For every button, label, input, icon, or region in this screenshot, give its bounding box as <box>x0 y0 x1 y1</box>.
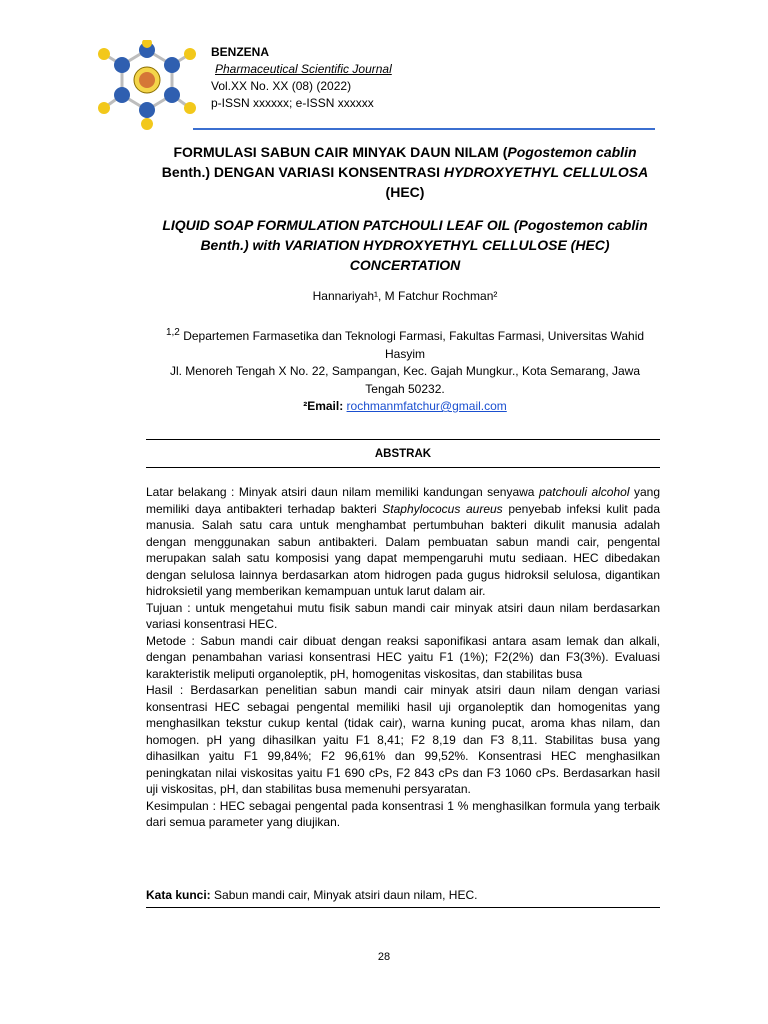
abstract-heading: ABSTRAK <box>374 448 432 460</box>
journal-volume: Vol.XX No. XX (08) (2022) <box>211 79 352 93</box>
abstract-objective: Tujuan : untuk mengetahui mutu fisik sabun mandi cair minyak atsiri daun nilam berdasarkan variasi konsentrasi HEC. <box>146 600 660 631</box>
abstract-italic: patchouli alcohol <box>538 485 630 499</box>
affiliation-dept: Departemen Farmasetika dan Teknologi Farmasi, Fakultas Farmasi, Universitas Wahid Hasyim <box>179 329 645 361</box>
title-text: (HEC) <box>385 184 425 200</box>
affiliation-sup: 1,2 <box>165 327 180 338</box>
authors: Hannariyah¹, M Fatchur Rochman² <box>312 289 498 303</box>
abstract-method: Metode : Sabun mandi cair dibuat dengan reaksi saponifikasi antara asam lemak dan alkali, dengan penambahan variasi konsentrasi HEC yaitu F1 (1%); F2(2%) dan F3(3%). Evaluasi karakteristik meliputi organoleptik, pH, homogenitas viskositas, dan stabilitas busa <box>146 633 660 681</box>
title-italic-species: Pogostemon cablin <box>507 144 637 160</box>
abstract-background <box>146 484 660 600</box>
abstract-results: Hasil : Berdasarkan penelitian sabun mandi cair minyak atsiri daun nilam dengan variasi konsentrasi HEC sebagai pengental memiliki hasil uji organoleptik dan homogenitas yang menghasilkan tekstur cukup kental (tidak cair), warna kuning pucat, aroma khas nilam, dan homogen. pH yang dihasilkan yaitu F1 8,41; F2 8,19 dan F3 8,11. Stabilitas busa yang dihasilkan yaitu F1 99,84%; F2 96,61% dan 99,52%. Konsentrasi HEC menghasilkan peningkatan nilai viskositas yaitu F1 690 cPs, F2 843 cPs dan F3 1060 cPs. Berdasarkan hasil uji viskositas, pH, dan stabilitas busa memenuhi persyaratan. <box>146 683 660 796</box>
title-italic-hec: HYDROXYETHYL CELLULOSA <box>443 164 649 180</box>
journal-logo <box>92 40 202 130</box>
affiliation <box>150 324 660 416</box>
abstract-rule-heading <box>146 467 660 468</box>
keywords-label: Kata kunci: <box>146 888 211 902</box>
title-english: LIQUID SOAP FORMULATION PATCHOULI LEAF OIL (Pogostemon cablin Benth.) with VARIATION HYDROXYETHYL CELLULOSE (HEC) CONCERTATION <box>162 217 648 273</box>
affiliation-address: Jl. Menoreh Tengah X No. 22, Sampangan, Kec. Gajah Mungkur., Kota Semarang, Jawa Tengah 50232. <box>169 364 641 396</box>
journal-name: BENZENA <box>211 45 270 59</box>
abstract-text: Latar belakang : Minyak atsiri daun nilam memiliki kandungan senyawa <box>146 485 539 499</box>
abstract-italic: Staphylococus aureus <box>382 501 503 516</box>
abstract-rule-top <box>146 439 660 440</box>
journal-subtitle: Pharmaceutical Scientific Journal <box>215 62 392 76</box>
email-label: ²Email: <box>303 399 347 413</box>
journal-info <box>211 44 392 112</box>
abstract-rule-bottom <box>146 907 660 908</box>
keywords-text: Sabun mandi cair, Minyak atsiri daun nilam, HEC. <box>210 888 478 902</box>
journal-issn: p-ISSN xxxxxx; e-ISSN xxxxxx <box>211 96 374 110</box>
abstract-body <box>146 484 660 831</box>
header-rule <box>193 128 655 130</box>
title-indonesian <box>150 142 660 202</box>
keywords <box>146 888 660 902</box>
abstract-text: penyebab infeksi kulit pada manusia. Salah satu cara untuk menghambat pertumbuhan bakteri dikulit manusia adalah dengan menggunakan sabun antibakteri. Dalam pembuatan sabun mandi cair, pengental merupakan salah satu komposisi yang dapat mempengaruhi mutu sediaan. HEC dibedakan dengan selulosa lainnya berdasarkan atom hidrogen pada gugus hidroksil selulosa, digantikan hidroksietil yang memberikan kemampuan untuk larut dalam air. <box>146 501 661 598</box>
title-text: FORMULASI SABUN CAIR MINYAK DAUN NILAM ( <box>173 144 508 160</box>
email-link[interactable]: rochmanmfatchur@gmail.com <box>346 399 507 413</box>
title-text: Benth.) DENGAN VARIASI KONSENTRASI <box>161 164 444 180</box>
page-number: 28 <box>377 951 391 963</box>
abstract-text: yang memiliki daya antibakteri terhadap bakteri <box>146 485 660 516</box>
abstract-conclusion: Kesimpulan : HEC sebagai pengental pada konsentrasi 1 % menghasilkan formula yang terbaik dari semua parameter yang diujikan. <box>146 798 660 829</box>
